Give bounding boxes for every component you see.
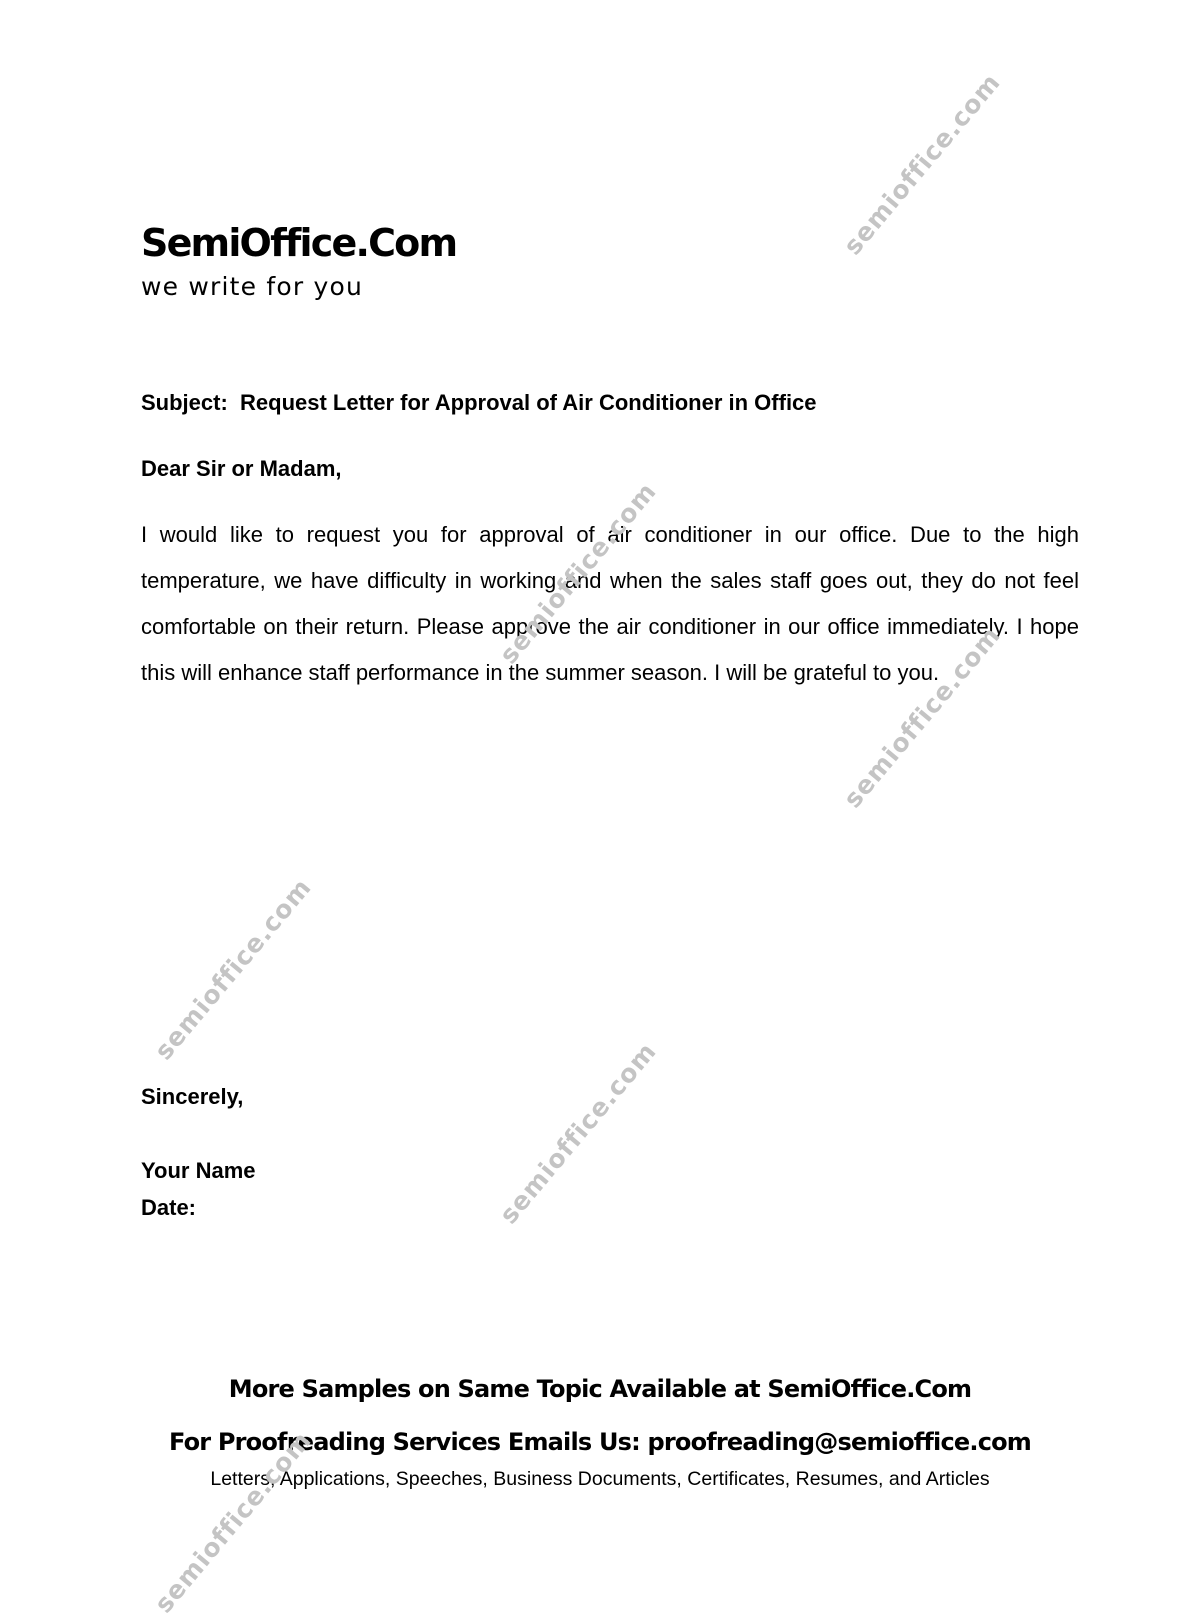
letter-closing: Sincerely, bbox=[141, 1084, 244, 1109]
footer-proofreading-note: For Proofreading Services Emails Us: proofreading@semioffice.com bbox=[168, 1428, 1032, 1456]
watermark: semioffice.com bbox=[493, 476, 663, 670]
footer-samples-note: More Samples on Same Topic Available at SemiOffice.Com bbox=[228, 1375, 972, 1403]
letter-body: I would like to request you for approval of air conditioner in our office. Due to the high temperature, we have difficulty in working and when the sales staff goes out, they do not feel comfortable on their return. Please approve the air conditioner in our office immediately. I hope this will enhance staff performance in the summer season. I will be grateful to you. bbox=[141, 522, 1079, 685]
footer-services-list: Letters, Applications, Speeches, Business Documents, Certificates, Resumes, and Articles bbox=[210, 1468, 990, 1490]
watermark: semioffice.com bbox=[837, 67, 1007, 261]
watermark: semioffice.com bbox=[148, 1425, 318, 1618]
brand-name: SemiOffice.Com bbox=[141, 221, 457, 265]
watermark: semioffice.com bbox=[493, 1036, 663, 1230]
watermark: semioffice.com bbox=[148, 872, 318, 1066]
brand-tagline: we write for you bbox=[141, 272, 364, 301]
watermark: semioffice.com bbox=[837, 620, 1007, 814]
date-label: Date: bbox=[141, 1195, 197, 1220]
letter-subject: Subject: Request Letter for Approval of Air Conditioner in Office bbox=[141, 390, 817, 415]
letter-salutation: Dear Sir or Madam, bbox=[141, 456, 342, 481]
signer-name: Your Name bbox=[141, 1158, 256, 1183]
